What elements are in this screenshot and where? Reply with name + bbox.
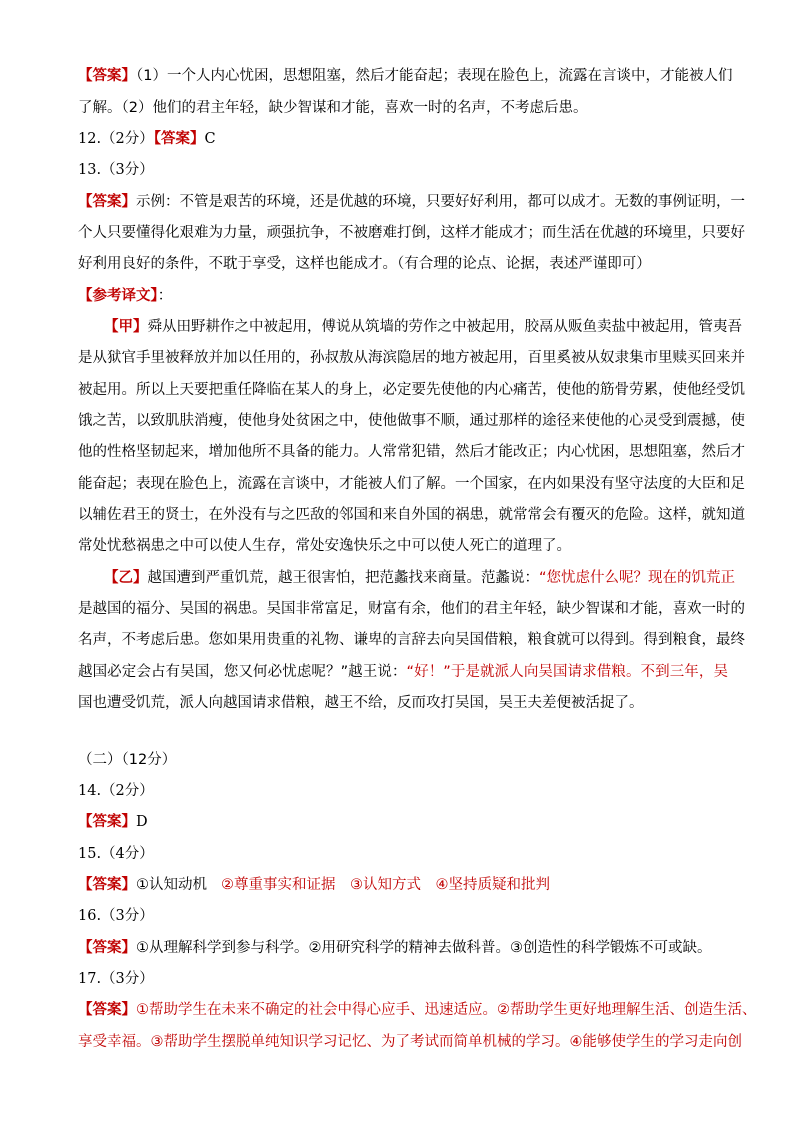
ref-jia-line-4: 饿之苦，以致肌肤消瘦，使他身处贫困之中，使他做事不顺，通过那样的途径来使他的心灵受到震撼，使 bbox=[78, 413, 745, 429]
ref-jia-line-6: 能奋起；表现在脸色上，流露在言谈中，才能被人们了解。一个国家，在内如果没有坚守法度的大臣和足 bbox=[78, 476, 745, 492]
ref-yi-line-1: 【乙】越国遭到严重饥荒，越王很害怕，把范蠡找来商量。范蠡说：“您忧虑什么呢？现在的饥荒正 bbox=[104, 570, 736, 586]
ref-jia-line-3: 被起用。所以上天要把重任降临在某人的身上，必定要先使他的内心痛苦，使他的筋骨劳累，使他经受饥 bbox=[78, 382, 745, 398]
q13-answer-line-3: 好利用良好的条件，不耽于享受，这样也能成才。（有合理的论点、论据，表述严谨即可） bbox=[78, 256, 651, 272]
ref-jia-line-2: 是从狱官手里被释放并加以任用的，孙叔敖从海滨隐居的地方被起用，百里奚被从奴隶集市里赎买回来并 bbox=[78, 350, 745, 366]
q12-head: 12.（2分） bbox=[78, 131, 154, 147]
answer-tag: 【答案】 bbox=[153, 131, 205, 147]
ref-jia-line-1: 【甲】舜从田野耕作之中被起用，傅说从筑墙的劳作之中被起用，胶鬲从贩鱼卖盐中被起用，管夷吾 bbox=[104, 319, 742, 335]
q13-answer-line-1: 【答案】示例：不管是艰苦的环境，还是优越的环境，只要好好利用，都可以成才。无数的事例证明，一 bbox=[78, 194, 745, 210]
ref-yi-line-3: 名声，不考虑后患。您如果用贵重的礼物、谦卑的言辞去向吴国借粮，粮食就可以得到。得到粮食，最终 bbox=[78, 632, 745, 648]
q13-head: 13.（3分） bbox=[78, 162, 154, 178]
section-2-heading: （二）（12分） bbox=[78, 752, 177, 768]
q17-answer-line-2: 享受幸福。③帮助学生摆脱单纯知识学习记忆、为了考试而简单机械的学习。④能够使学生的学习走向创 bbox=[78, 1034, 742, 1050]
q14-answer-line: 【答案】D bbox=[78, 814, 148, 830]
q16-head: 16.（3分） bbox=[78, 908, 154, 924]
answer-tag: 【答案】 bbox=[78, 940, 136, 956]
ref-translation-heading: 【参考译文】： bbox=[78, 288, 173, 304]
yi-tag: 【乙】 bbox=[104, 570, 148, 586]
answer-tag: 【答案】 bbox=[78, 814, 136, 830]
q17-head: 17.（3分） bbox=[78, 971, 154, 987]
q17-answer-line-1: 【答案】①帮助学生在未来不确定的社会中得心应手、迅速适应。②帮助学生更好地理解生活、创造生活、 bbox=[78, 1002, 757, 1018]
q11-answer-line-2 bbox=[78, 98, 728, 118]
ref-jia-line-5: 他的性格坚韧起来，增加他所不具备的能力。人常常犯错，然后才能改正；内心忧困，思想阻塞，然后才 bbox=[78, 444, 745, 460]
answer-tag: 【答案】 bbox=[78, 877, 136, 893]
ref-jia-line-7: 以辅佐君王的贤士，在外没有与之匹敌的邻国和来自外国的祸患，就常常会有覆灭的危险。这样，就知道 bbox=[78, 507, 745, 523]
answer-tag: 【答案】 bbox=[78, 68, 136, 84]
ref-yi-line-2: 是越国的福分、吴国的祸患。吴国非常富足，财富有余，他们的君主年轻，缺少智谋和才能，喜欢一时的 bbox=[78, 601, 745, 617]
jia-tag: 【甲】 bbox=[104, 319, 148, 335]
q11-answer-line-1 bbox=[78, 66, 733, 86]
q13-answer-line-2: 个人只要懂得化艰难为力量，顽强抗争，不被磨难打倒，这样才能成才；而生活在优越的环境里，只要好 bbox=[78, 225, 745, 241]
q12-answer: C bbox=[204, 131, 216, 147]
q15-head: 15.（4分） bbox=[78, 846, 154, 862]
q14-head: 14.（2分） bbox=[78, 783, 154, 799]
answer-tag: 【答案】 bbox=[78, 194, 136, 210]
q11-answer-text-1: （1）一个人内心忧困，思想阻塞，然后才能奋起；表现在脸色上，流露在言谈中，才能被人们 bbox=[136, 68, 733, 84]
q16-answer-line: 【答案】①从理解科学到参与科学。②用研究科学的精神去做科普。③创造性的科学锻炼不可或缺。 bbox=[78, 940, 712, 956]
q12-line bbox=[78, 129, 728, 149]
q15-answer-line: 【答案】①认知动机 ②尊重事实和证据 ③认知方式 ④坚持质疑和批判 bbox=[78, 877, 550, 893]
q11-answer-text-2: 了解。（2）他们的君主年轻，缺少智谋和才能，喜欢一时的名声，不考虑后患。 bbox=[78, 100, 588, 116]
ref-yi-line-5: 国也遭受饥荒，派人向越国请求借粮，越王不给，反而攻打吴国，吴王夫差便被活捉了。 bbox=[78, 695, 644, 711]
ref-jia-line-8: 常处忧愁祸患之中可以使人生存，常处安逸快乐之中可以使人死亡的道理了。 bbox=[78, 538, 571, 554]
answer-tag: 【答案】 bbox=[78, 1002, 136, 1018]
ref-yi-line-4: 越国必定会占有吴国，您又何必忧虑呢？”越王说：“好！”于是就派人向吴国请求借粮。不到三年，吴 bbox=[78, 664, 728, 680]
